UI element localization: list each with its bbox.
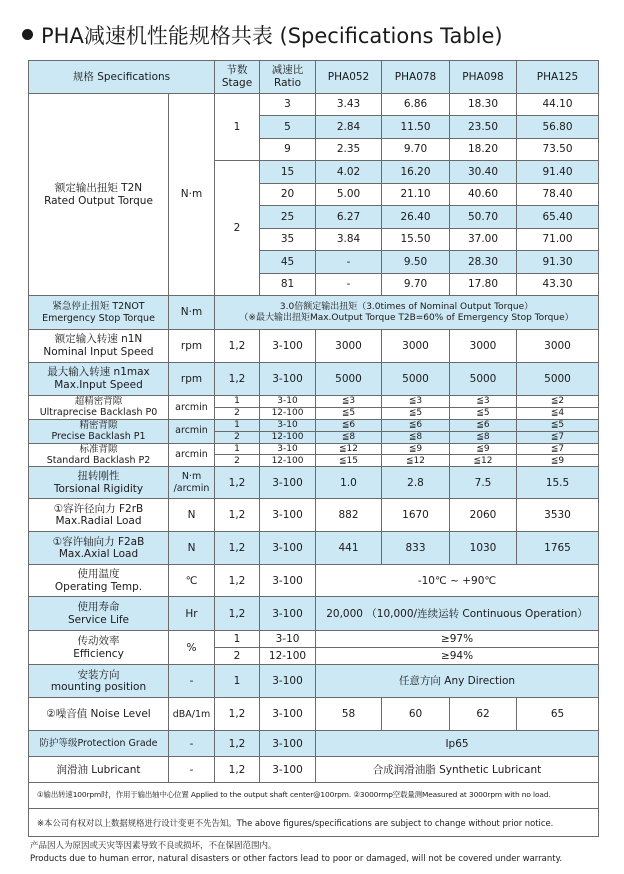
value-cell: 3000 (517, 330, 599, 363)
ratio-cell: 25 (260, 206, 316, 229)
value-cell: ≦3 (316, 396, 382, 408)
ratio-cell: 3-10 (260, 396, 316, 408)
value-cell: 73.50 (517, 139, 599, 161)
mounting-value: 任意方向 Any Direction (316, 665, 599, 698)
value-cell: ≦8 (450, 431, 517, 443)
efficiency-row (29, 631, 599, 648)
unit-cell: dBA/1m (169, 698, 215, 731)
stage-cell: 2 (215, 407, 260, 419)
value-cell: 40.60 (450, 184, 517, 206)
header-ratio (260, 61, 316, 94)
stage-cell: 1 (215, 443, 260, 455)
ratio-cell: 3-100 (260, 330, 316, 363)
value-cell: 91.40 (517, 161, 599, 184)
backlash-label-cn: 精密背隙 (79, 419, 118, 431)
nominal-speed-label (29, 330, 169, 363)
temp-label (29, 565, 169, 597)
value-cell: ≦9 (517, 455, 599, 467)
efficiency-value: ≥97% (316, 631, 599, 648)
spec-table (28, 60, 599, 837)
ratio-cell: 5 (260, 116, 316, 139)
ratio-cell: 12-100 (260, 455, 316, 467)
value-cell: ≦5 (316, 407, 382, 419)
axial-row (29, 532, 599, 565)
value-cell: 5000 (517, 363, 599, 396)
lubricant-label: 润滑油 Lubricant (29, 757, 169, 783)
value-cell: ≦5 (382, 407, 450, 419)
stage-cell: 2 (215, 648, 260, 665)
stage-cell: 1,2 (215, 467, 260, 499)
efficiency-label (29, 631, 169, 665)
page-title (22, 20, 503, 50)
value-cell: ≦9 (382, 443, 450, 455)
value-cell: 2.35 (316, 139, 382, 161)
ratio-cell: 12-100 (260, 407, 316, 419)
unit-cell: N (169, 499, 215, 532)
torque-label (29, 94, 169, 296)
value-cell: 6.86 (382, 94, 450, 116)
efficiency-label-cn: 传动效率 (77, 635, 120, 648)
ratio-cell: 45 (260, 251, 316, 274)
value-cell: 1030 (450, 532, 517, 565)
value-cell: 62 (450, 698, 517, 731)
unit-cell: - (169, 731, 215, 757)
stage-cell: 2 (215, 455, 260, 467)
value-cell: ≦5 (517, 419, 599, 431)
unit-cell: Hr (169, 597, 215, 631)
ratio-cell: 3-100 (260, 532, 316, 565)
torque-unit: N·m (169, 94, 215, 296)
temp-row (29, 565, 599, 597)
bullet-icon (22, 29, 33, 40)
unit-cell: arcmin (169, 419, 215, 443)
value-cell: 4.02 (316, 161, 382, 184)
rigidity-row (29, 467, 599, 499)
torque-label-cn: 额定输出扭矩 T2N (54, 181, 143, 194)
nominal-speed-label-en: Nominal Input Speed (43, 346, 154, 358)
axial-label (29, 532, 169, 565)
value-cell: ≦2 (517, 396, 599, 408)
stage-cell: 1 (215, 396, 260, 408)
ratio-cell: 3-100 (260, 698, 316, 731)
header-spec: 规格 Specifications (29, 61, 215, 94)
value-cell: 882 (316, 499, 382, 532)
mounting-label-cn: 安装方向 (77, 668, 120, 681)
stage-cell: 1,2 (215, 499, 260, 532)
emergency-label-en: Emergency Stop Torque (42, 312, 155, 324)
title-text: PHA减速机性能规格共表 (Specifications Table) (41, 24, 503, 48)
life-label-en: Service Life (67, 613, 130, 626)
rigidity-unit (169, 467, 215, 499)
ratio-cell: 3 (260, 94, 316, 116)
life-value: 20,000 （10,000/连续运转 Continuous Operation） (316, 597, 599, 631)
ratio-cell: 12-100 (260, 431, 316, 443)
ratio-cell: 35 (260, 229, 316, 251)
rigidity-label (29, 467, 169, 499)
protection-row (29, 731, 599, 757)
emergency-row (29, 296, 599, 330)
value-cell: 43.30 (517, 274, 599, 296)
value-cell: ≦5 (450, 407, 517, 419)
stage-cell: 1,2 (215, 565, 260, 597)
footer-cn: 产品因人为原因或天灾等因素导致不良或损坏，不在保固范围内。 (30, 841, 277, 851)
value-cell: 5.00 (316, 184, 382, 206)
stage-cell: 1 (215, 665, 260, 698)
life-label (29, 597, 169, 631)
value-cell: 9.70 (382, 139, 450, 161)
value-cell: 2060 (450, 499, 517, 532)
value-cell: 1670 (382, 499, 450, 532)
ratio-cell: 3-100 (260, 467, 316, 499)
rigidity-unit-1: N·m (181, 471, 202, 483)
value-cell: ≦12 (382, 455, 450, 467)
emergency-value (215, 296, 599, 330)
backlash-label-en: Ultraprecise Backlash P0 (39, 407, 158, 419)
radial-row (29, 499, 599, 532)
value-cell: 78.40 (517, 184, 599, 206)
value-cell: 833 (382, 532, 450, 565)
unit-cell: % (169, 631, 215, 665)
unit-cell: ℃ (169, 565, 215, 597)
header-model: PHA098 (450, 61, 517, 94)
value-cell: 7.5 (450, 467, 517, 499)
stage-cell: 1,2 (215, 698, 260, 731)
value-cell: - (316, 274, 382, 296)
ratio-cell: 3-100 (260, 757, 316, 783)
ratio-cell: 3-100 (260, 731, 316, 757)
value-cell: ≦8 (316, 431, 382, 443)
value-cell: ≦4 (517, 407, 599, 419)
protection-value: Ip65 (316, 731, 599, 757)
value-cell: ≦12 (316, 443, 382, 455)
stage-cell: 1,2 (215, 731, 260, 757)
backlash-label-cn: 超精密背隙 (74, 396, 123, 407)
value-cell: 28.30 (450, 251, 517, 274)
life-row (29, 597, 599, 631)
backlash-label-en: Precise Backlash P1 (51, 431, 146, 443)
emergency-unit: N·m (169, 296, 215, 330)
radial-label-en: Max.Radial Load (55, 515, 142, 528)
ratio-cell: 3-10 (260, 631, 316, 648)
note-1: ①输出转速100rpm时，作用于输出轴中心位置 Applied to the output shaft center@100rpm. ②3000rmp空载量测Measured at 3000rpm with no load. (29, 783, 599, 809)
value-cell: 441 (316, 532, 382, 565)
value-cell: 6.27 (316, 206, 382, 229)
note-row (29, 783, 599, 809)
value-cell: 65.40 (517, 206, 599, 229)
value-cell: 71.00 (517, 229, 599, 251)
unit-cell: - (169, 665, 215, 698)
footer (30, 840, 624, 866)
value-cell: 5000 (382, 363, 450, 396)
header-model: PHA078 (382, 61, 450, 94)
nominal-speed-row (29, 330, 599, 363)
value-cell: 21.10 (382, 184, 450, 206)
value-cell: 50.70 (450, 206, 517, 229)
value-cell: 11.50 (382, 116, 450, 139)
rigidity-label-en: Torsional Rigidity (53, 482, 144, 495)
value-cell: ≦7 (517, 431, 599, 443)
axial-label-cn: ①容许轴向力 F2aB (52, 535, 145, 548)
header-row (29, 61, 599, 94)
value-cell: 60 (382, 698, 450, 731)
backlash-label (29, 419, 169, 443)
value-cell: ≦8 (382, 431, 450, 443)
temp-value: -10℃ ~ +90℃ (316, 565, 599, 597)
mounting-label-en: mounting position (50, 681, 147, 694)
value-cell: 3.84 (316, 229, 382, 251)
axial-label-en: Max.Axial Load (58, 548, 139, 561)
value-cell: 37.00 (450, 229, 517, 251)
torque-stage-1: 1 (215, 94, 260, 161)
value-cell: 18.30 (450, 94, 517, 116)
ratio-cell: 3-10 (260, 419, 316, 431)
stage-cell: 1 (215, 419, 260, 431)
temp-label-en: Operating Temp. (54, 580, 143, 593)
header-stage-en: Stage (221, 77, 253, 89)
value-cell: 9.50 (382, 251, 450, 274)
value-cell: ≦3 (382, 396, 450, 408)
lubricant-row (29, 757, 599, 783)
value-cell: 56.80 (517, 116, 599, 139)
stage-cell: 1,2 (215, 330, 260, 363)
value-cell: ≦6 (382, 419, 450, 431)
ratio-cell: 81 (260, 274, 316, 296)
header-ratio-cn: 减速比 (271, 64, 304, 77)
emergency-line1: 3.0倍额定输出扭矩（3.0times of Nominal Output Torque） (279, 301, 534, 312)
value-cell: 5000 (450, 363, 517, 396)
stage-cell: 1 (215, 631, 260, 648)
value-cell: 3000 (450, 330, 517, 363)
mounting-row (29, 665, 599, 698)
noise-label: ②噪音值 Noise Level (29, 698, 169, 731)
value-cell: 58 (316, 698, 382, 731)
value-cell: ≦7 (517, 443, 599, 455)
value-cell: 3530 (517, 499, 599, 532)
unit-cell: arcmin (169, 396, 215, 420)
max-speed-label (29, 363, 169, 396)
mounting-label (29, 665, 169, 698)
rigidity-label-cn: 扭转刚性 (77, 470, 120, 483)
ratio-cell: 9 (260, 139, 316, 161)
torque-row (29, 94, 599, 116)
ratio-cell: 3-100 (260, 499, 316, 532)
unit-cell: arcmin (169, 443, 215, 467)
backlash-label-en: Standard Backlash P2 (46, 454, 151, 466)
unit-cell: rpm (169, 363, 215, 396)
value-cell: ≦3 (450, 396, 517, 408)
ratio-cell: 3-100 (260, 363, 316, 396)
header-stage-cn: 节数 (226, 64, 248, 77)
value-cell: ≦6 (450, 419, 517, 431)
protection-label: 防护等级Protection Grade (29, 731, 169, 757)
backlash-row (29, 443, 599, 455)
backlash-label-cn: 标准背隙 (79, 443, 118, 455)
stage-cell: 1,2 (215, 532, 260, 565)
max-speed-label-cn: 最大输入转速 n1max (47, 366, 150, 379)
radial-label (29, 499, 169, 532)
value-cell: 91.30 (517, 251, 599, 274)
header-ratio-en: Ratio (274, 77, 301, 89)
value-cell: 44.10 (517, 94, 599, 116)
unit-cell: N (169, 532, 215, 565)
emergency-line2: （※最大输出扭矩Max.Output Torque T2B=60% of Emergency Stop Torque） (239, 312, 574, 323)
value-cell: 2.8 (382, 467, 450, 499)
value-cell: 18.20 (450, 139, 517, 161)
header-model: PHA052 (316, 61, 382, 94)
value-cell: 15.50 (382, 229, 450, 251)
value-cell: ≦6 (316, 419, 382, 431)
backlash-label (29, 396, 169, 420)
torque-stage-2: 2 (215, 161, 260, 296)
backlash-row (29, 396, 599, 408)
efficiency-value: ≥94% (316, 648, 599, 665)
value-cell: 23.50 (450, 116, 517, 139)
lubricant-value: 合成润滑油脂 Synthetic Lubricant (316, 757, 599, 783)
value-cell: 9.70 (382, 274, 450, 296)
value-cell: ≦15 (316, 455, 382, 467)
value-cell: 65 (517, 698, 599, 731)
stage-cell: 1,2 (215, 363, 260, 396)
backlash-row (29, 419, 599, 431)
emergency-label-cn: 紧急停止扭矩 T2NOT (52, 301, 145, 313)
torque-label-en: Rated Output Torque (44, 194, 153, 207)
value-cell: 30.40 (450, 161, 517, 184)
footer-en: Products due to human error, natural disasters or other factors lead to poor or damaged, will not be covered under warranty. (30, 854, 563, 864)
stage-cell: 1,2 (215, 757, 260, 783)
value-cell: 3000 (316, 330, 382, 363)
efficiency-label-en: Efficiency (73, 647, 124, 660)
ratio-cell: 3-100 (260, 665, 316, 698)
note-row (29, 809, 599, 837)
backlash-label (29, 443, 169, 467)
header-stage (215, 61, 260, 94)
value-cell: 2.84 (316, 116, 382, 139)
max-speed-label-en: Max.Input Speed (54, 379, 143, 391)
value-cell: 15.5 (517, 467, 599, 499)
ratio-cell: 3-100 (260, 597, 316, 631)
value-cell: 17.80 (450, 274, 517, 296)
nominal-speed-label-cn: 额定输入转速 n1N (54, 333, 143, 346)
unit-cell: rpm (169, 330, 215, 363)
value-cell: 1765 (517, 532, 599, 565)
ratio-cell: 20 (260, 184, 316, 206)
value-cell: 5000 (316, 363, 382, 396)
max-speed-row (29, 363, 599, 396)
noise-row (29, 698, 599, 731)
value-cell: ≦9 (450, 443, 517, 455)
value-cell: 26.40 (382, 206, 450, 229)
header-model: PHA125 (517, 61, 599, 94)
emergency-label (29, 296, 169, 330)
ratio-cell: 3-100 (260, 565, 316, 597)
note-2: ※本公司有权对以上数据规格进行设计变更不先告知。The above figures/specifications are subject to change without prior notice. (29, 809, 599, 837)
ratio-cell: 12-100 (260, 648, 316, 665)
value-cell: 16.20 (382, 161, 450, 184)
temp-label-cn: 使用温度 (77, 568, 120, 581)
unit-cell: - (169, 757, 215, 783)
value-cell: ≦12 (450, 455, 517, 467)
value-cell: 3.43 (316, 94, 382, 116)
value-cell: 1.0 (316, 467, 382, 499)
value-cell: 3000 (382, 330, 450, 363)
stage-cell: 2 (215, 431, 260, 443)
ratio-cell: 15 (260, 161, 316, 184)
life-label-cn: 使用寿命 (77, 601, 120, 614)
rigidity-unit-2: /arcmin (173, 482, 210, 494)
ratio-cell: 3-10 (260, 443, 316, 455)
radial-label-cn: ①容许径向力 F2rB (53, 502, 144, 515)
stage-cell: 1,2 (215, 597, 260, 631)
value-cell: - (316, 251, 382, 274)
